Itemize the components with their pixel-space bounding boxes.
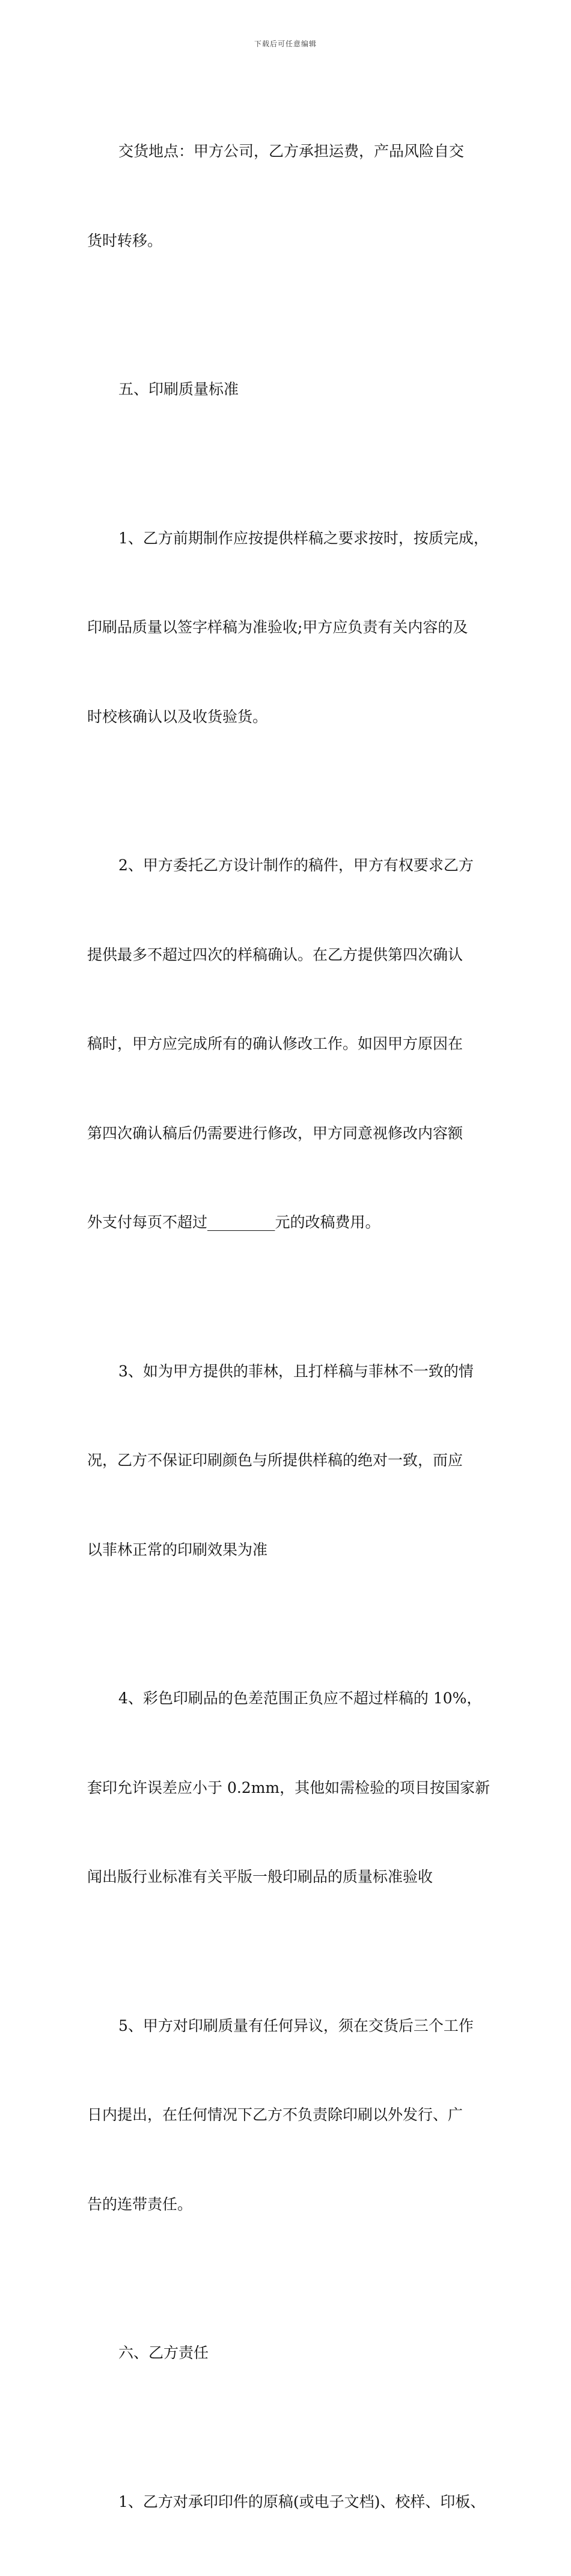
paragraph-quality-2 [87, 791, 496, 1297]
text-line: 第四次确认稿后仍需要进行修改，甲方同意视修改内容额 [87, 1119, 496, 1149]
paragraph-delivery-location [87, 77, 496, 315]
page-header: 下载后可任意编辑 [0, 38, 571, 49]
text-line: 闻出版行业标准有关平版一般印刷品的质量标准验收 [87, 1862, 496, 1892]
text-line: 印刷品质量以签字样稿为准验收;甲方应负责有关内容的及 [87, 612, 496, 642]
paragraph-duties-1 [87, 2428, 496, 2576]
text-line: 稿时，甲方应完成所有的确认修改工作。如因甲方原因在 [87, 1029, 496, 1059]
text-line: 1、乙方对承印印件的原稿(或电子文档)、校样、印板、 [87, 2487, 496, 2517]
text-line: 2、甲方委托乙方设计制作的稿件，甲方有权要求乙方 [87, 850, 496, 881]
text-line: 六、乙方责任 [87, 2338, 496, 2368]
text-line: 1、乙方前期制作应按提供样稿之要求按时，按质完成， [87, 523, 496, 554]
text-line: 况，乙方不保证印刷颜色与所提供样稿的绝对一致，而应 [87, 1445, 496, 1476]
text-line: 交货地点：甲方公司，乙方承担运费，产品风险自交 [87, 136, 496, 166]
section-heading-party-b-duties [87, 2278, 496, 2428]
paragraph-quality-3 [87, 1297, 496, 1625]
paragraph-quality-1 [87, 464, 496, 792]
paragraph-quality-5 [87, 1952, 496, 2279]
text-line: 日内提出，在任何情况下乙方不负责除印刷以外发行、广 [87, 2100, 496, 2130]
text-line: 五、印刷质量标准 [87, 374, 496, 404]
text-line: 套印允许误差应小于 0.2mm，其他如需检验的项目按国家新 [87, 1773, 496, 1803]
text-line: 提供最多不超过四次的样稿确认。在乙方提供第四次确认 [87, 940, 496, 970]
text-line: 告的连带责任。 [87, 2190, 496, 2220]
text-line: 时校核确认以及收货验货。 [87, 702, 496, 732]
section-heading-print-quality [87, 315, 496, 464]
paragraph-quality-4 [87, 1624, 496, 1952]
text-line: 4、彩色印刷品的色差范围正负应不超过样稿的 10%， [87, 1683, 496, 1714]
text-line: 货时转移。 [87, 226, 496, 256]
text-line: 以菲林正常的印刷效果为准 [87, 1535, 496, 1565]
text-line: 5、甲方对印刷质量有任何异议，须在交货后三个工作 [87, 2011, 496, 2041]
text-line: 3、如为甲方提供的菲林，且打样稿与菲林不一致的情 [87, 1357, 496, 1387]
document-body [87, 77, 496, 2576]
text-line: 外支付每页不超过_________元的改稿费用。 [87, 1207, 496, 1238]
